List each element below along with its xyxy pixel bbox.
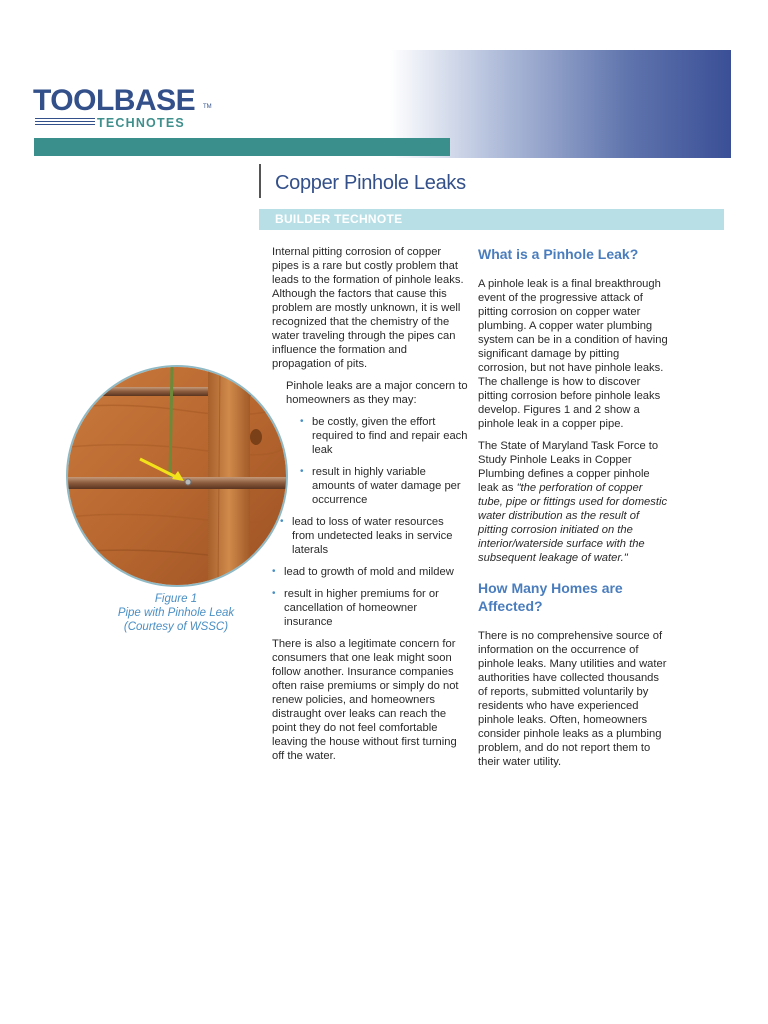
bullet-icon: • <box>300 466 304 477</box>
logo-subtitle: TECHNOTES <box>97 116 185 130</box>
title-rule <box>259 164 261 198</box>
list-item-text: lead to growth of mold and mildew <box>284 566 454 578</box>
list-item-text: result in highly variable amounts of water damage per occurrence <box>312 466 461 506</box>
closing-paragraph: There is also a legitimate concern for consumers that one leak might soon follow another. Insurance companies often raise premiums or simply do not renew policies, and homeowners distraught over leaks can reach the point they do not feel comfortable leaving the house without first turning off the water. <box>272 638 459 762</box>
logo-wordmark: TOOLBASE <box>33 84 196 117</box>
logo-lines-icon <box>35 118 95 128</box>
bullet-icon: • <box>272 566 276 577</box>
caption-description: Pipe with Pinhole Leak <box>117 607 235 619</box>
list-item-text: lead to loss of water resources from undetected leaks in service laterals <box>292 516 453 556</box>
intro-paragraph: Internal pitting corrosion of copper pipes is a rare but costly problem that leads to the formation of pinhole leaks. Although the factors that cause this problem are mostly unknown, it is well recognized that the chemistry of the water traveling through the pipes can influence the formation and propagation of pits. <box>272 246 464 370</box>
maryland-quote: "the perforation of copper tube, pipe or fittings used for domestic water distribution as the result of pitting corrosion initiated on the interior/waterside surface with the subsequent leakage of water." <box>478 482 668 564</box>
definition-paragraph: A pinhole leak is a final breakthrough event of the progressive attack of pitting corrosion on copper water plumbing. A copper water plumbing system can be in a condition of having significant damage by pitting corrosion, but not have pinhole leaks. The challenge is how to discover pitting corrosion before pinhole leaks develop. Figures 1 and 2 show a pinhole leak in a copper pipe. <box>478 278 668 430</box>
homes-affected-paragraph: There is no comprehensive source of information on the occurrence of pinhole leaks. Many utilities and water authorities have collected thousands of reports, submitted voluntarily by residents who have experienced pinhole leaks. Often, homeowners consider pinhole leaks as a plumbing problem, and do not report them to their water utility. <box>478 630 667 768</box>
bullet-icon: • <box>280 516 284 527</box>
concern-paragraph: Pinhole leaks are a major concern to homeowners as they may: <box>286 380 468 406</box>
right-column <box>478 245 668 777</box>
figure-caption <box>96 592 256 634</box>
list-item <box>280 515 468 557</box>
list-item <box>300 465 468 507</box>
maryland-lead-text: The State of Maryland Task Force to Study Pinhole Leaks in Copper Plumbing defines a copper pinhole leak as <box>478 440 659 494</box>
pipe-photo <box>66 365 288 587</box>
section-heading-pinhole-leak: What is a Pinhole Leak? <box>478 246 639 262</box>
pipe-photo-illustration <box>68 367 286 585</box>
logo-trademark: TM <box>203 104 212 110</box>
list-item <box>272 565 468 579</box>
caption-credit: (Courtesy of WSSC) <box>123 621 229 633</box>
builder-technote-label: BUILDER TECHNOTE <box>275 212 403 226</box>
bullet-icon: • <box>300 416 304 427</box>
list-item <box>272 587 468 629</box>
section-heading-homes-affected: How Many Homes are Affected? <box>478 580 623 614</box>
list-item-text: be costly, given the effort required to find and repair each leak <box>312 416 468 456</box>
header-teal-bar <box>34 138 450 156</box>
page-title: Copper Pinhole Leaks <box>275 172 466 194</box>
bullet-icon: • <box>272 588 276 599</box>
builder-technote-bar <box>259 209 724 230</box>
list-item-text: result in higher premiums for or cancellation of homeowner insurance <box>284 588 439 628</box>
list-item <box>300 415 468 457</box>
middle-column <box>272 245 468 771</box>
toolbase-logo <box>33 84 233 132</box>
maryland-paragraph <box>478 439 668 565</box>
caption-figure-number: Figure 1 <box>154 593 198 605</box>
